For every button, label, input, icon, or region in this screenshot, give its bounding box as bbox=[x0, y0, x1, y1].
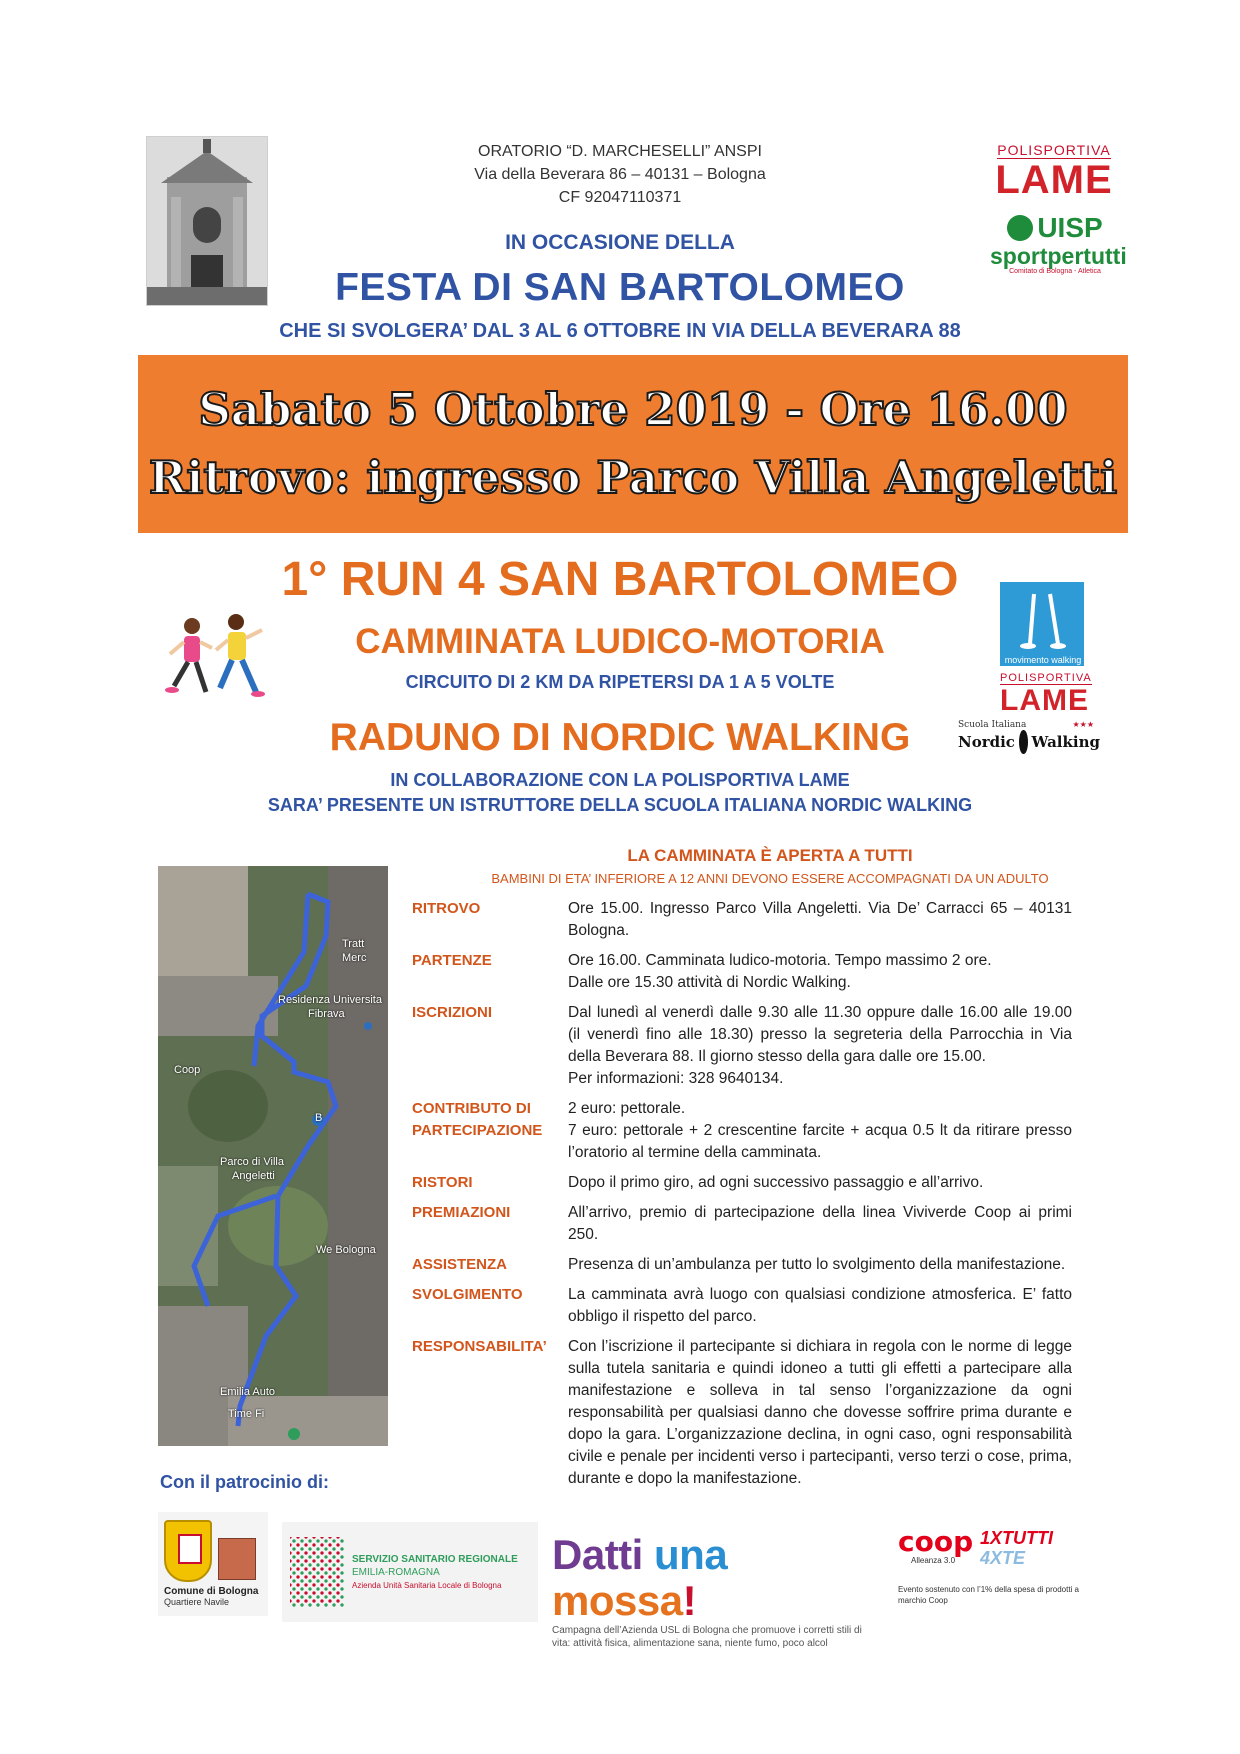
info-label: ISCRIZIONI bbox=[412, 1004, 493, 1021]
info-row-premiazioni bbox=[412, 1202, 1072, 1246]
info-label: CONTRIBUTO DI PARTECIPAZIONE bbox=[412, 1100, 543, 1139]
runners-illustration bbox=[158, 612, 270, 708]
map-label: Parco di Villa bbox=[220, 1156, 284, 1168]
lame-logo-big: LAME bbox=[995, 158, 1113, 202]
info-row-iscrizioni bbox=[412, 1002, 1072, 1090]
map-label: Coop bbox=[174, 1064, 201, 1076]
info-label: RESPONSABILITA’ bbox=[412, 1338, 547, 1355]
coat-of-arms-icon bbox=[164, 1520, 212, 1582]
map-label: We Bologna bbox=[316, 1244, 376, 1256]
info-row-contributo bbox=[412, 1098, 1072, 1164]
ssr-line2: EMILIA-ROMAGNA bbox=[352, 1566, 440, 1578]
coop-logo-sub: Alleanza 3.0 bbox=[910, 1556, 956, 1565]
map-label: Residenza Universita bbox=[278, 994, 382, 1006]
movimento-walking-logo bbox=[1000, 582, 1084, 666]
datti-una-mossa-logo bbox=[552, 1532, 882, 1650]
building-icon bbox=[218, 1538, 256, 1580]
map-label: Merc bbox=[342, 952, 367, 964]
info-label: PREMIAZIONI bbox=[412, 1204, 511, 1221]
uisp-logo-text: UISP bbox=[1037, 212, 1103, 243]
info-row-responsabilita bbox=[412, 1336, 1072, 1490]
info-line: Ore 16.00. Camminata ludico-motoria. Tempo massimo 2 ore. bbox=[568, 952, 992, 969]
info-row-partenze bbox=[412, 950, 1072, 994]
coop-note: Evento sostenuto con l’1% della spesa di prodotti a marchio Coop bbox=[898, 1585, 1080, 1605]
organizer-cf: CF 92047110371 bbox=[558, 189, 682, 206]
movimento-walking-text: movimento walking bbox=[1004, 655, 1082, 665]
ssr-line1: SERVIZIO SANITARIO REGIONALE bbox=[352, 1553, 518, 1565]
nordic-logo-right: Walking bbox=[1031, 733, 1100, 751]
info-label: RISTORI bbox=[412, 1174, 473, 1191]
info-value bbox=[568, 898, 1072, 942]
open-to-all-heading: LA CAMMINATA È APERTA A TUTTI bbox=[627, 846, 913, 865]
dots-pattern-icon bbox=[290, 1537, 344, 1607]
route-map bbox=[158, 866, 388, 1446]
info-label: ASSISTENZA bbox=[412, 1256, 508, 1273]
info-value bbox=[568, 1254, 1072, 1276]
bologna-logo-sub: Quartiere Navile bbox=[164, 1597, 230, 1607]
walk-title: CAMMINATA LUDICO-MOTORIA bbox=[355, 622, 885, 661]
datti-word-2: una bbox=[654, 1531, 728, 1578]
map-label: Time Fi bbox=[228, 1408, 265, 1420]
nordic-logo-left: Nordic bbox=[958, 733, 1015, 751]
collaboration-line: IN COLLABORAZIONE CON LA POLISPORTIVA LAME bbox=[390, 770, 850, 790]
info-line: Per informazioni: 328 9640134. bbox=[568, 1070, 784, 1087]
info-line: Presenza di un’ambulanza per tutto lo svolgimento della manifestazione. bbox=[568, 1256, 1066, 1273]
lame-logo-big: LAME bbox=[1000, 684, 1089, 717]
pre-title: IN OCCASIONE DELLA bbox=[505, 231, 735, 254]
info-line: 7 euro: pettorale + 2 crescentine farcite + acqua 0.5 lt da ritirare presso l’oratorio al termine della camminata. bbox=[568, 1122, 1072, 1161]
children-note: BAMBINI DI ETA’ INFERIORE A 12 ANNI DEVONO ESSERE ACCOMPAGNATI DA UN ADULTO bbox=[491, 871, 1049, 886]
info-value bbox=[568, 950, 1072, 994]
info-row-assistenza bbox=[412, 1254, 1072, 1276]
polisportiva-lame-logo-small bbox=[1000, 668, 1092, 717]
map-label: Angeletti bbox=[232, 1170, 275, 1182]
lame-logo-small: POLISPORTIVA bbox=[997, 142, 1111, 158]
info-table bbox=[412, 898, 1072, 1498]
info-value bbox=[568, 1172, 1072, 1194]
datti-word-4: ! bbox=[682, 1577, 697, 1624]
info-line: Dalle ore 15.30 attività di Nordic Walking. bbox=[568, 974, 851, 991]
patronage-heading: Con il patrocinio di: bbox=[160, 1472, 329, 1492]
run-title: 1° RUN 4 SAN BARTOLOMEO bbox=[281, 553, 959, 606]
nordic-walking-title: RADUNO DI NORDIC WALKING bbox=[329, 716, 911, 759]
info-line: All’arrivo, premio di partecipazione della linea Viviverde Coop ai primi 250. bbox=[568, 1204, 1072, 1243]
info-line: La camminata avrà luogo con qualsiasi condizione atmosferica. E’ fatto obbligo il rispetto del parco. bbox=[568, 1286, 1072, 1325]
info-label: PARTENZE bbox=[412, 952, 492, 969]
info-line: 2 euro: pettorale. bbox=[568, 1100, 686, 1117]
coop-logo-word: coop bbox=[898, 1525, 974, 1558]
globe-icon bbox=[1007, 215, 1033, 241]
info-row-ristori bbox=[412, 1172, 1072, 1194]
instructor-line: SARA’ PRESENTE UN ISTRUTTORE DELLA SCUOLA ITALIANA NORDIC WALKING bbox=[267, 795, 973, 815]
info-label: RITROVO bbox=[412, 900, 481, 917]
tutti-logo bbox=[980, 1528, 1076, 1568]
circuit-info: CIRCUITO DI 2 KM DA RIPETERSI DA 1 A 5 VOLTE bbox=[405, 672, 835, 692]
stars-icon: ★★★ bbox=[1072, 720, 1094, 729]
info-value bbox=[568, 1002, 1072, 1090]
datti-word-3: mossa bbox=[552, 1577, 683, 1624]
uisp-logo bbox=[990, 212, 1127, 275]
lame-logo-small: POLISPORTIVA bbox=[1000, 672, 1092, 684]
organizer-name: ORATORIO “D. MARCHESELLI” ANSPI bbox=[478, 143, 762, 160]
servizio-sanitario-logo bbox=[282, 1522, 538, 1622]
datti-caption: Campagna dell’Azienda USL di Bologna che promuove i corretti stili di vita: attività fisica, alimentazione sana, niente fumo, poco alcol bbox=[552, 1625, 862, 1649]
info-value bbox=[568, 1202, 1072, 1246]
scuola-nordic-walking-logo bbox=[958, 720, 1100, 754]
info-row-svolgimento bbox=[412, 1284, 1072, 1328]
ssr-line3: Azienda Unità Sanitaria Locale di Bologna bbox=[352, 1580, 502, 1590]
tutti-line-2: 4XTE bbox=[980, 1548, 1026, 1568]
nordic-logo-top: Scuola Italiana bbox=[958, 720, 1027, 730]
info-line: Dal lunedì al venerdì dalle 9.30 alle 11.30 oppure dalle 16.00 alle 19.00 (il venerdì fino alle 18.30) presso la segreteria della Parrocchia in Via della Beverara 88. Il giorno stesso della gara dalle ore 15.00. bbox=[568, 1004, 1072, 1065]
uisp-subtext: Comitato di Bologna - Atletica bbox=[1009, 268, 1101, 275]
organizer-block bbox=[340, 140, 900, 209]
sub-title: CHE SI SVOLGERA’ DAL 3 AL 6 OTTOBRE IN VIA DELLA BEVERARA 88 bbox=[279, 320, 961, 342]
uisp-tagline: sportpertutti bbox=[990, 243, 1127, 269]
info-line: Dopo il primo giro, ad ogni successivo passaggio e all’arrivo. bbox=[568, 1174, 984, 1191]
banner-date: Sabato 5 Ottobre 2019 - Ore 16.00 bbox=[198, 383, 1068, 436]
organizer-address: Via della Beverara 86 – 40131 – Bologna bbox=[474, 166, 766, 183]
walker-icon bbox=[1019, 730, 1028, 754]
banner-meeting-point: Ritrovo: ingresso Parco Villa Angeletti bbox=[148, 451, 1118, 504]
comune-bologna-logo bbox=[158, 1512, 268, 1616]
date-banner bbox=[138, 355, 1128, 533]
map-label: Tratt bbox=[342, 938, 365, 950]
info-row-ritrovo bbox=[412, 898, 1072, 942]
info-line: Con l’iscrizione il partecipante si dichiara in regola con le norme di legge sulla tutela sanitaria e quindi idoneo a tutti gli effetti a partecipare alla manifestazione e solleva in tal senso l’organizzazione da ogni responsabilità per qualsiasi danno che dovesse soffrire prima durante e dopo la gara. L’organizzazione declina, in ogni caso, ogni responsabilità civile e penale per incidenti verso i partecipanti, verso terzi o cose, prima, durante e dopo la manifestazione. bbox=[568, 1338, 1072, 1487]
page-title: FESTA DI SAN BARTOLOMEO bbox=[335, 266, 905, 309]
datti-word-1: Datti bbox=[552, 1531, 643, 1578]
map-label: B bbox=[315, 1112, 323, 1124]
info-line: Ore 15.00. Ingresso Parco Villa Angeletti. Via De’ Carracci 65 – 40131 Bologna. bbox=[568, 900, 1072, 939]
polisportiva-lame-logo bbox=[992, 142, 1116, 200]
info-value bbox=[568, 1284, 1072, 1328]
info-label: SVOLGIMENTO bbox=[412, 1286, 523, 1303]
tutti-line-1: 1XTUTTI bbox=[980, 1528, 1054, 1548]
info-value bbox=[568, 1098, 1072, 1164]
info-value bbox=[568, 1336, 1072, 1490]
coop-logo bbox=[898, 1525, 974, 1565]
map-label: Fibrava bbox=[308, 1008, 345, 1020]
map-label: Emilia Auto bbox=[220, 1386, 276, 1398]
bologna-logo-name: Comune di Bologna bbox=[164, 1586, 259, 1597]
